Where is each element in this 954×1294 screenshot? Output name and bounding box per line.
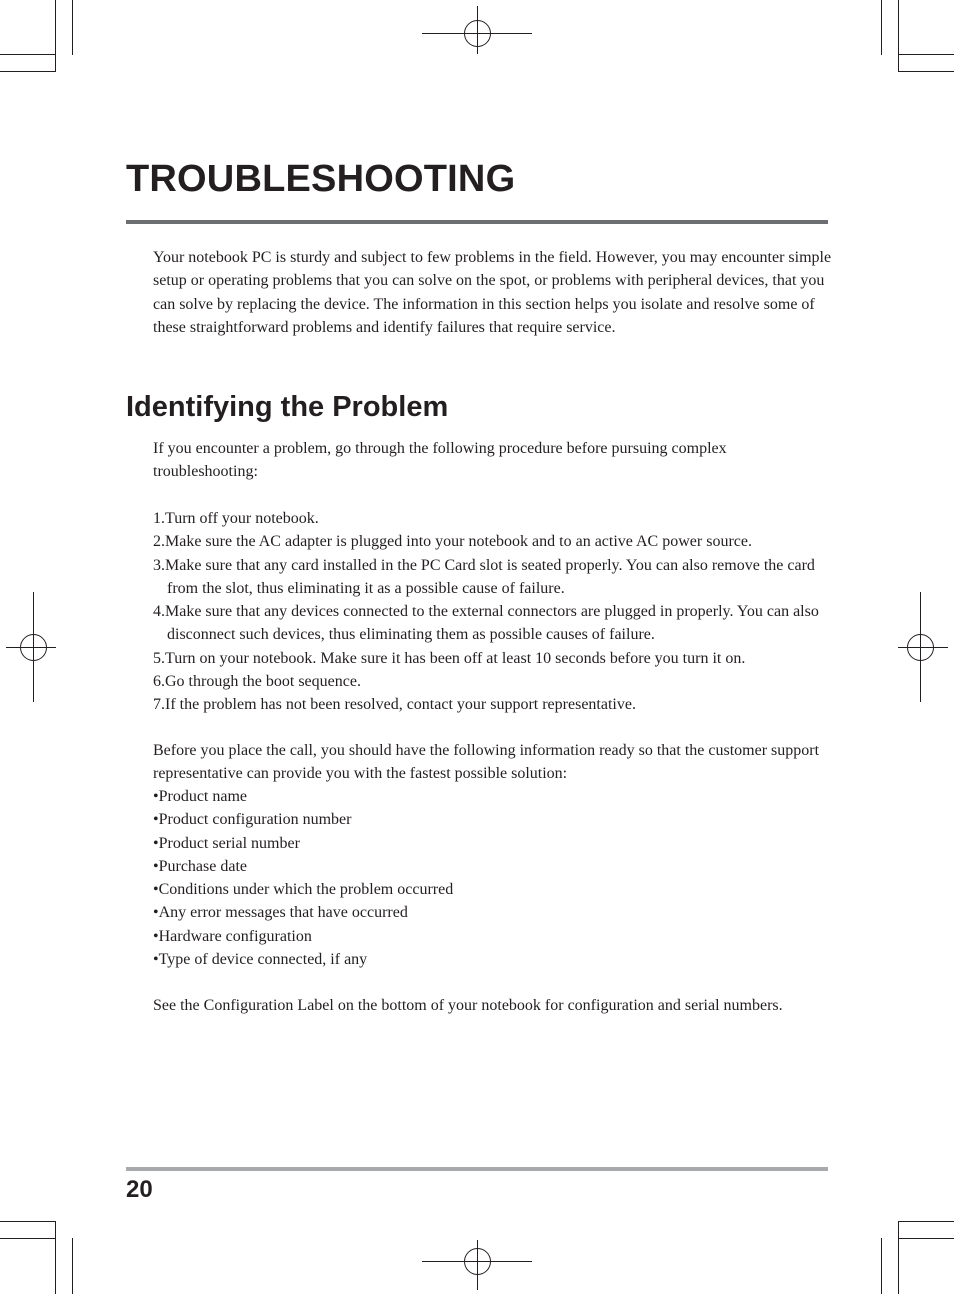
- page-number: 20: [126, 1176, 153, 1203]
- info-item: •Any error messages that have occurred: [153, 904, 408, 922]
- section-heading: Identifying the Problem: [126, 391, 449, 423]
- procedure-step: 1.Turn off your notebook.: [153, 510, 319, 527]
- procedure-steps: [153, 507, 843, 717]
- procedure-step: 5.Turn on your notebook. Make sure it has been off at least 10 seconds before you turn it on.: [153, 649, 746, 667]
- info-item: •Product serial number: [153, 834, 300, 852]
- procedure-intro: If you encounter a problem, go through the following procedure before pursuing complex troubleshooting:: [153, 440, 727, 481]
- procedure-step: 7.If the problem has not been resolved, contact your support representative.: [153, 696, 636, 714]
- configuration-label-note: See the Configuration Label on the bottom of your notebook for configuration and serial numbers.: [153, 997, 783, 1014]
- required-info-list: [153, 785, 453, 971]
- info-item: •Conditions under which the problem occurred: [153, 881, 454, 899]
- page-title: TROUBLESHOOTING: [126, 158, 516, 200]
- info-item: •Purchase date: [153, 857, 248, 875]
- title-divider: [126, 220, 828, 224]
- procedure-step: 2.Make sure the AC adapter is plugged into your notebook and to an active AC power source.: [153, 533, 752, 551]
- procedure-step: 6.Go through the boot sequence.: [153, 673, 361, 691]
- info-item: •Product configuration number: [153, 811, 352, 829]
- procedure-step: 4.Make sure that any devices connected to the external connectors are plugged in properly. You can also disconnect such devices, thus eliminating them as possible causes of failure.: [153, 603, 819, 644]
- footer-divider: [126, 1167, 828, 1171]
- info-item: •Type of device connected, if any: [153, 951, 368, 969]
- info-item: •Product name: [153, 788, 248, 805]
- intro-paragraph: Your notebook PC is sturdy and subject to few problems in the field. However, you may encounter simple setup or operating problems that you can solve on the spot, or problems with peripheral devices, that you can solve by replacing the device. The information in this section helps you isolate and resolve some of these straightforward problems and identify failures that require service.: [153, 249, 832, 336]
- info-item: •Hardware configuration: [153, 927, 312, 945]
- call-intro-paragraph: Before you place the call, you should have the following information ready so that the customer support representative can provide you with the fastest possible solution:: [153, 742, 820, 783]
- procedure-step: 3.Make sure that any card installed in the PC Card slot is seated properly. You can also remove the card from the slot, thus eliminating it as a possible cause of failure.: [153, 556, 815, 597]
